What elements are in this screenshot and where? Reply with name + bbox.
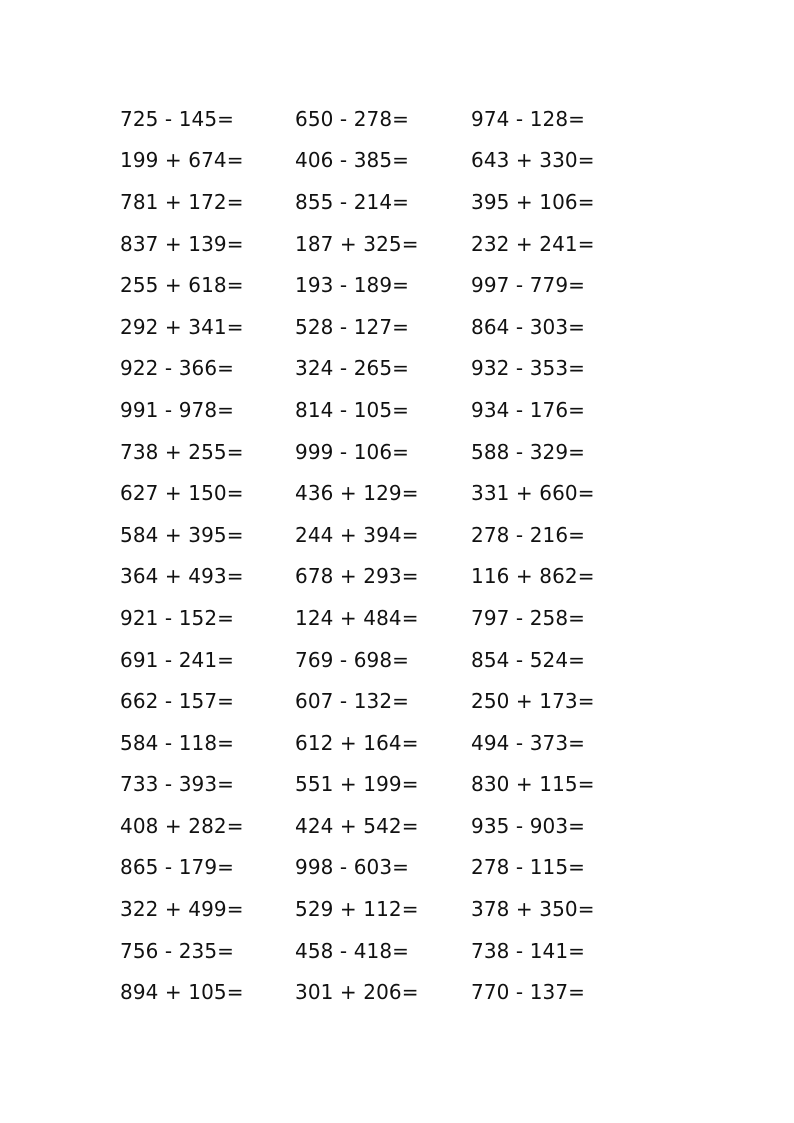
arithmetic-problem: 921 - 152= [120, 605, 235, 630]
arithmetic-problem: 278 - 115= [471, 855, 586, 880]
arithmetic-problem: 650 - 278= [295, 106, 410, 131]
arithmetic-problem: 528 - 127= [295, 314, 410, 339]
arithmetic-problem: 529 + 112= [295, 897, 419, 922]
arithmetic-problem: 797 - 258= [471, 605, 586, 630]
arithmetic-problem: 193 - 189= [295, 273, 410, 298]
arithmetic-problem: 364 + 493= [120, 564, 244, 589]
arithmetic-problem: 678 + 293= [295, 564, 419, 589]
arithmetic-problem: 301 + 206= [295, 980, 419, 1005]
arithmetic-problem: 324 - 265= [295, 356, 410, 381]
arithmetic-problem: 244 + 394= [295, 522, 419, 547]
arithmetic-problem: 855 - 214= [295, 189, 410, 214]
arithmetic-problem: 584 - 118= [120, 730, 235, 755]
arithmetic-problem: 922 - 366= [120, 356, 235, 381]
arithmetic-problem: 292 + 341= [120, 314, 244, 339]
arithmetic-problem: 378 + 350= [471, 897, 595, 922]
arithmetic-problem: 770 - 137= [471, 980, 586, 1005]
arithmetic-problem: 738 - 141= [471, 938, 586, 963]
arithmetic-problem: 725 - 145= [120, 106, 235, 131]
arithmetic-problem: 997 - 779= [471, 273, 586, 298]
arithmetic-problem: 187 + 325= [295, 231, 419, 256]
arithmetic-problem: 612 + 164= [295, 730, 419, 755]
arithmetic-problem: 643 + 330= [471, 148, 595, 173]
arithmetic-problem: 991 - 978= [120, 397, 235, 422]
arithmetic-problem: 932 - 353= [471, 356, 586, 381]
arithmetic-problem: 322 + 499= [120, 897, 244, 922]
arithmetic-problem: 607 - 132= [295, 689, 410, 714]
arithmetic-problem: 733 - 393= [120, 772, 235, 797]
arithmetic-problem: 865 - 179= [120, 855, 235, 880]
arithmetic-problem: 830 + 115= [471, 772, 595, 797]
arithmetic-problem: 894 + 105= [120, 980, 244, 1005]
arithmetic-problem: 458 - 418= [295, 938, 410, 963]
arithmetic-problem: 769 - 698= [295, 647, 410, 672]
arithmetic-problem: 199 + 674= [120, 148, 244, 173]
arithmetic-problem: 627 + 150= [120, 481, 244, 506]
arithmetic-problem: 999 - 106= [295, 439, 410, 464]
arithmetic-problem: 691 - 241= [120, 647, 235, 672]
arithmetic-problem: 756 - 235= [120, 938, 235, 963]
arithmetic-problem: 781 + 172= [120, 189, 244, 214]
arithmetic-problem: 250 + 173= [471, 689, 595, 714]
arithmetic-problem: 837 + 139= [120, 231, 244, 256]
arithmetic-problem: 814 - 105= [295, 397, 410, 422]
arithmetic-problem: 738 + 255= [120, 439, 244, 464]
arithmetic-problem: 551 + 199= [295, 772, 419, 797]
arithmetic-problem: 662 - 157= [120, 689, 235, 714]
arithmetic-problem: 395 + 106= [471, 189, 595, 214]
arithmetic-problem: 232 + 241= [471, 231, 595, 256]
arithmetic-problem: 424 + 542= [295, 813, 419, 838]
arithmetic-problem: 406 - 385= [295, 148, 410, 173]
arithmetic-problem: 934 - 176= [471, 397, 586, 422]
arithmetic-problem: 116 + 862= [471, 564, 595, 589]
arithmetic-problem: 935 - 903= [471, 813, 586, 838]
arithmetic-problem: 584 + 395= [120, 522, 244, 547]
arithmetic-problem: 278 - 216= [471, 522, 586, 547]
arithmetic-problem: 124 + 484= [295, 605, 419, 630]
arithmetic-problem: 436 + 129= [295, 481, 419, 506]
arithmetic-problem: 408 + 282= [120, 813, 244, 838]
arithmetic-problem: 974 - 128= [471, 106, 586, 131]
arithmetic-problem: 588 - 329= [471, 439, 586, 464]
arithmetic-problem: 998 - 603= [295, 855, 410, 880]
arithmetic-problem-grid [120, 98, 680, 1013]
arithmetic-problem: 854 - 524= [471, 647, 586, 672]
arithmetic-problem: 494 - 373= [471, 730, 586, 755]
arithmetic-problem: 255 + 618= [120, 273, 244, 298]
arithmetic-problem: 331 + 660= [471, 481, 595, 506]
arithmetic-problem: 864 - 303= [471, 314, 586, 339]
